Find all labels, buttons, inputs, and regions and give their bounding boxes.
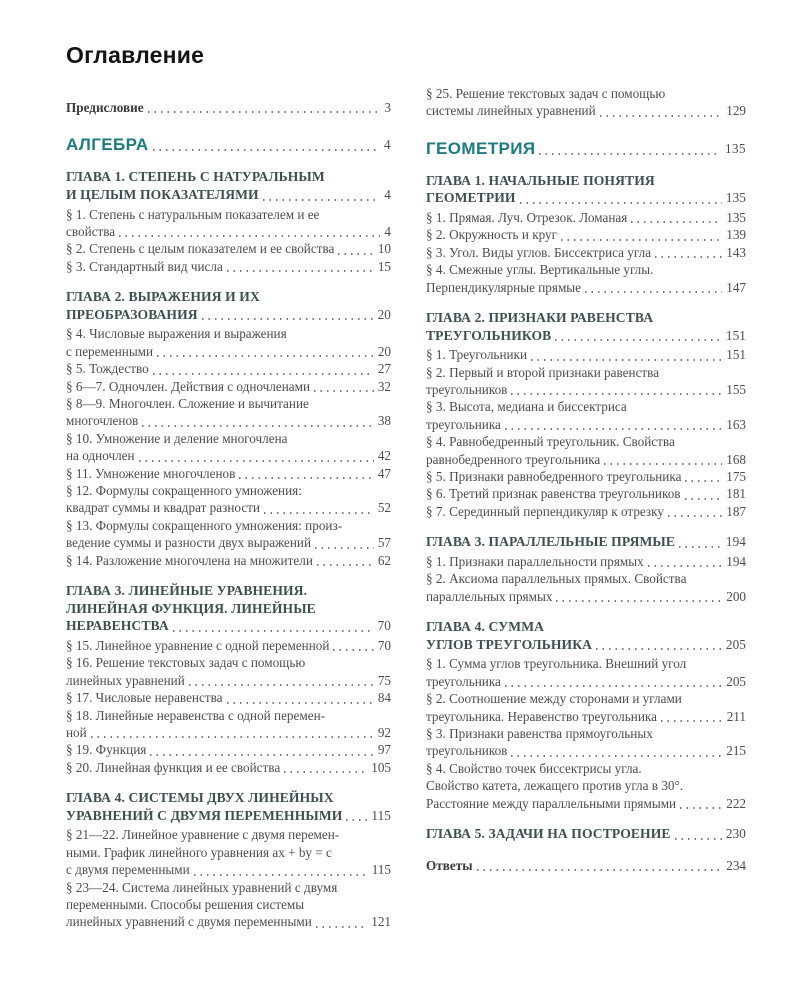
toc-line: § 4. Свойство точек биссектрисы угла. [426,760,642,776]
toc-line [66,258,391,275]
toc-line [426,381,746,398]
dot-leader [119,235,380,237]
dot-leader [153,373,374,375]
toc-chapter-heading [426,825,746,843]
toc-entry-text: ТРЕУГОЛЬНИКОВ [426,327,552,343]
toc-entry-text: на одночлен [66,448,135,464]
toc-line: § 3. Признаки равенства прямоугольных [426,725,653,741]
toc-line [426,468,746,485]
toc-line: § 10. Умножение и деление многочлена [66,430,288,446]
toc-line: § 4. Смежные углы. Вертикальные углы. [426,262,654,278]
toc-column-right [426,85,746,874]
dot-leader [264,512,374,514]
toc-entry [66,360,391,377]
dot-leader [648,565,723,567]
dot-leader [685,498,723,500]
dot-leader [333,649,373,651]
page-number: 230 [725,825,746,841]
page-number: 129 [726,103,746,119]
toc-entry [426,261,746,296]
toc-line [426,451,746,468]
toc-entry-text: § 15. Линейное уравнение с одной переменной [66,637,330,653]
toc-line [66,552,391,569]
toc-line: ГЛАВА 2. ПРИЗНАКИ РАВЕНСТВА [426,310,654,326]
toc-line: ГЛАВА 2. ВЫРАЖЕНИЯ И ИХ [66,289,260,305]
toc-entry [426,209,746,226]
page-number: 97 [377,742,391,758]
toc-entry-text: Перпендикулярные прямые [426,279,582,295]
toc-line [66,360,391,377]
toc-chapter-heading [66,789,391,824]
toc-entry-text: ГЕОМЕТРИЯ [426,138,536,158]
toc-entry-text: § 6—7. Одночлен. Действия с одночленами [66,378,311,394]
toc-entry [66,826,391,878]
toc-entry [66,552,391,569]
toc-entry [66,689,391,706]
toc-line: § 3. Высота, медиана и биссектриса [426,399,627,415]
toc-column-left [66,85,391,931]
dot-leader [680,807,722,809]
toc-line [66,672,391,689]
toc-line [426,636,746,654]
toc-part-heading [66,135,391,155]
toc-entry [426,244,746,261]
toc-line [66,689,391,706]
toc-entry [66,258,391,275]
toc-entry-text: § 7. Серединный перпендикуляр к отрезку [426,503,664,519]
dot-leader [505,428,722,430]
page-number: 20 [377,306,391,322]
toc-entry-text: ГЕОМЕТРИИ [426,190,516,206]
page-number: 200 [726,588,746,604]
toc-line: § 2. Аксиома параллельных прямых. Свойства [426,571,687,587]
toc-entry-text: равнобедренного треугольника [426,451,601,467]
page-number: 205 [725,636,746,652]
page-number: 4 [384,137,391,153]
toc-chapter-heading [66,582,391,635]
toc-entry-text: ПРЕОБРАЗОВАНИЯ [66,306,198,322]
toc-line [426,553,746,570]
toc-entry [66,99,391,116]
toc-line [66,861,391,878]
toc-line [426,416,746,433]
dot-leader [227,270,374,272]
toc-line: § 23—24. Система линейных уравнений с двумя [66,879,338,895]
toc-entry [66,465,391,482]
dot-leader [655,256,722,258]
dot-leader [668,515,722,517]
toc-entry [426,570,746,605]
toc-entry [66,654,391,689]
page-number: 20 [377,343,391,359]
toc-entry-text: Расстояние между параллельными прямыми [426,795,677,811]
toc-line [66,913,391,930]
toc-entry-text: § 20. Линейная функция и ее свойства [66,759,281,775]
page-number: 70 [377,618,391,634]
toc-line [66,617,391,635]
dot-leader [600,115,723,117]
toc-line: § 2. Соотношение между сторонами и углами [426,691,682,707]
toc-entry-text: § 5. Тождество [66,361,149,377]
toc-line [66,534,391,551]
toc-line: ЛИНЕЙНАЯ ФУНКЦИЯ. ЛИНЕЙНЫЕ [66,600,316,616]
dot-leader [150,754,373,756]
dot-leader [679,546,722,548]
dot-leader [511,393,722,395]
toc-line: § 4. Равнобедренный треугольник. Свойства [426,434,675,450]
dot-leader [539,153,721,155]
toc-line [66,99,391,116]
toc-line [66,240,391,257]
dot-leader [316,926,367,928]
toc-entry [426,346,746,363]
toc-line [426,485,746,502]
page-number: 135 [725,190,746,206]
dot-leader [520,202,722,204]
toc-line: Свойство катета, лежащего против угла в 30°. [426,778,684,794]
page-number: 115 [371,807,391,823]
dot-leader [263,199,381,201]
dot-leader [338,253,373,255]
page-number: 155 [726,382,746,398]
dot-leader [227,702,374,704]
toc-entry [426,85,746,120]
toc-line [426,825,746,843]
toc-line: § 16. Решение текстовых задач с помощью [66,655,306,671]
toc-entry [426,433,746,468]
toc-entry [426,655,746,690]
dot-leader [511,755,722,757]
toc-entry [66,482,391,517]
toc-line: § 13. Формулы сокращенного умножения: произ- [66,517,343,533]
page-number: 163 [726,416,746,432]
dot-leader [505,685,722,687]
dot-leader [139,460,374,462]
toc-line [66,306,391,324]
toc-line: ГЛАВА 1. НАЧАЛЬНЫЕ ПОНЯТИЯ [426,172,655,188]
toc-entry-text: ведение суммы и разности двух выражений [66,535,312,551]
toc-entry [426,690,746,725]
toc-entry-text: § 2. Окружность и круг [426,227,558,243]
toc-chapter-heading [426,533,746,551]
toc-line [426,209,746,226]
toc-entry [426,485,746,502]
page-number: 143 [726,244,746,260]
toc-entry-text: с переменными [66,343,154,359]
page-number: 121 [371,914,391,930]
dot-leader [585,291,722,293]
toc-entry-text: § 14. Разложение многочлена на множители [66,552,313,568]
dot-leader [596,648,722,650]
dot-leader [531,359,722,361]
toc-line [426,503,746,520]
toc-chapter-heading [66,288,391,323]
toc-line: § 1. Сумма углов треугольника. Внешний угол [426,656,687,672]
page-number: 187 [726,503,746,519]
toc-entry [66,879,391,931]
page-number: 32 [377,378,391,394]
toc-entry-text: треугольника. Неравенство треугольника [426,708,657,724]
page-number: 234 [726,857,746,873]
toc-line [426,279,746,296]
toc-entry [426,857,746,874]
toc-line [66,343,391,360]
toc-line: ГЛАВА 3. ЛИНЕЙНЫЕ УРАВНЕНИЯ. [66,583,308,599]
toc-entry-text: § 3. Угол. Виды углов. Биссектриса угла [426,244,652,260]
page-number: 205 [726,673,746,689]
page-number: 3 [384,100,391,115]
page-number: 135 [726,210,746,225]
toc-line [66,447,391,464]
toc-entry-text: линейных уравнений [66,672,185,688]
page-number: 194 [725,534,746,550]
dot-leader [631,221,722,223]
toc-line [66,223,391,240]
toc-line [66,186,391,204]
toc-line [66,741,391,758]
toc-entry-text: ГЛАВА 5. ЗАДАЧИ НА ПОСТРОЕНИЕ [426,825,671,841]
page-number: 27 [377,361,391,377]
toc-entry-text: ГЛАВА 3. ПАРАЛЛЕЛЬНЫЕ ПРЯМЫЕ [426,534,676,550]
page-number: 47 [377,465,391,481]
page-number: 222 [726,795,746,811]
toc-entry-text: Предисловие [66,100,144,115]
toc-line [426,673,746,690]
toc-entry-text: Ответы [426,857,473,873]
toc-entry-text: § 17. Числовые неравенства [66,690,223,706]
page-number: 168 [726,451,746,467]
toc-line [426,189,746,207]
toc-entry-text: треугольников [426,743,508,759]
page-title: Оглавление [66,42,205,68]
toc-entry [66,759,391,776]
dot-leader [315,547,374,549]
toc-line: ГЛАВА 1. СТЕПЕНЬ С НАТУРАЛЬНЫМ [66,169,325,185]
toc-entry [66,206,391,241]
toc-line [426,708,746,725]
toc-columns [66,85,749,931]
toc-line [66,465,391,482]
toc-entry [426,553,746,570]
dot-leader [555,339,722,341]
dot-leader [675,838,722,840]
toc-line [66,724,391,741]
toc-entry-text: треугольников [426,382,508,398]
toc-entry-text: треугольника [426,673,501,689]
dot-leader [157,355,374,357]
toc-chapter-heading [426,172,746,207]
toc-line [426,244,746,261]
toc-entry [66,430,391,465]
toc-entry-text: линейных уравнений с двумя переменными [66,914,312,930]
toc-entry-text: § 1. Признаки параллельности прямых [426,553,644,569]
toc-entry [426,760,746,812]
page-number: 75 [377,672,391,688]
toc-entry [426,503,746,520]
toc-entry [66,517,391,552]
page-number: 15 [377,258,391,274]
toc-line [66,807,391,825]
toc-entry [66,637,391,654]
toc-line: переменными. Способы решения системы [66,896,305,912]
toc-entry [426,468,746,485]
page-number: 70 [377,637,391,653]
toc-line: § 21—22. Линейное уравнение с двумя перемен- [66,827,340,843]
page-number: 62 [377,552,391,568]
toc-line: § 18. Линейные неравенства с одной перемен- [66,707,326,723]
dot-leader [561,239,722,241]
toc-line: § 2. Первый и второй признаки равенства [426,364,660,380]
dot-leader [661,720,723,722]
page-number: 147 [726,279,746,295]
dot-leader [317,564,374,566]
toc-line [426,742,746,759]
toc-entry [426,226,746,243]
toc-entry-text: ной [66,724,87,740]
toc-line [426,533,746,551]
toc-entry-text: § 3. Стандартный вид числа [66,258,223,274]
page-number: 105 [371,759,391,775]
page-number: 135 [725,140,746,156]
toc-entry-text: УГЛОВ ТРЕУГОЛЬНИКА [426,636,593,652]
toc-chapter-heading [426,618,746,653]
page-number: 92 [377,724,391,740]
toc-line: ГЛАВА 4. СУММА [426,619,545,635]
toc-part-heading [426,139,746,159]
toc-entry [66,395,391,430]
toc-line: ГЛАВА 4. СИСТЕМЫ ДВУХ ЛИНЕЙНЫХ [66,790,334,806]
toc-line: ными. График линейного уравнения ax + by = c [66,844,332,860]
toc-entry-text: свойства [66,224,116,239]
toc-line: § 4. Числовые выражения и выражения [66,326,287,342]
dot-leader [202,318,374,320]
toc-entry-text: § 2. Степень с целым показателем и ее свойства [66,241,335,257]
page-number: 194 [726,553,746,569]
toc-entry-text: АЛГЕБРА [66,135,149,155]
page-number: 4 [384,224,391,239]
page-number: 52 [377,500,391,516]
toc-entry [426,725,746,760]
toc-entry-text: § 19. Функция [66,742,147,758]
toc-entry-text: многочленов [66,413,139,429]
page-number: 175 [726,469,746,485]
page-number: 4 [384,187,391,202]
toc-line: § 8—9. Многочлен. Сложение и вычитание [66,396,309,412]
toc-entry [426,398,746,433]
dot-leader [173,630,374,632]
toc-line [66,135,391,155]
toc-line [66,637,391,654]
toc-line [426,857,746,874]
dot-leader [153,149,380,151]
toc-entry [66,378,391,395]
page-number: 151 [725,327,746,343]
toc-entry [66,741,391,758]
toc-entry-text: § 1. Треугольники [426,347,528,363]
toc-line [426,139,746,159]
dot-leader [346,819,367,821]
toc-line [66,378,391,395]
toc-entry [66,240,391,257]
toc-entry [66,325,391,360]
page-number: 10 [377,241,391,257]
toc-entry-text: § 5. Признаки равнобедренного треугольника [426,469,682,485]
toc-entry [66,707,391,742]
page-number: 215 [726,743,746,759]
toc-entry-text: И ЦЕЛЫМ ПОКАЗАТЕЛЯМИ [66,187,259,202]
page-number: 211 [726,708,746,724]
dot-leader [91,736,374,738]
page-number: 38 [377,413,391,429]
page-number: 42 [377,448,391,464]
toc-entry-text: системы линейных уравнений [426,103,596,119]
dot-leader [239,477,373,479]
dot-leader [477,869,723,871]
toc-entry-text: параллельных прямых [426,588,553,604]
toc-entry-text: § 6. Третий признак равенства треугольников [426,486,681,502]
toc-line [426,346,746,363]
toc-line [426,588,746,605]
page-number: 57 [377,535,391,551]
toc-entry-text: § 1. Прямая. Луч. Отрезок. Ломаная [426,210,628,225]
toc-entry-text: квадрат суммы и квадрат разности [66,500,260,516]
toc-line [426,102,746,119]
toc-entry [426,364,746,399]
toc-line [66,759,391,776]
dot-leader [142,425,374,427]
dot-leader [148,111,381,113]
toc-line [66,499,391,516]
page-number: 84 [377,690,391,706]
page-number: 181 [726,486,746,502]
page-number: 115 [371,862,391,878]
dot-leader [284,771,367,773]
dot-leader [685,480,722,482]
dot-leader [556,600,722,602]
toc-line [426,795,746,812]
toc-entry-text: § 11. Умножение многочленов [66,465,236,481]
toc-entry-text: треугольника [426,416,501,432]
toc-chapter-heading [66,168,391,203]
dot-leader [189,684,374,686]
toc-entry-text: с двумя переменными [66,862,190,878]
dot-leader [604,463,722,465]
dot-leader [314,390,374,392]
toc-line: § 12. Формулы сокращенного умножения: [66,483,302,499]
toc-entry-text: НЕРАВЕНСТВА [66,618,169,634]
toc-line [426,327,746,345]
toc-line [66,412,391,429]
toc-line [426,226,746,243]
page-number: 151 [726,347,746,363]
toc-entry-text: УРАВНЕНИЙ С ДВУМЯ ПЕРЕМЕННЫМИ [66,807,343,823]
page-number: 139 [726,227,746,243]
dot-leader [194,874,368,876]
toc-line: § 25. Решение текстовых задач с помощью [426,86,666,101]
toc-line: § 1. Степень с натуральным показателем и ее [66,206,320,222]
toc-chapter-heading [426,309,746,344]
